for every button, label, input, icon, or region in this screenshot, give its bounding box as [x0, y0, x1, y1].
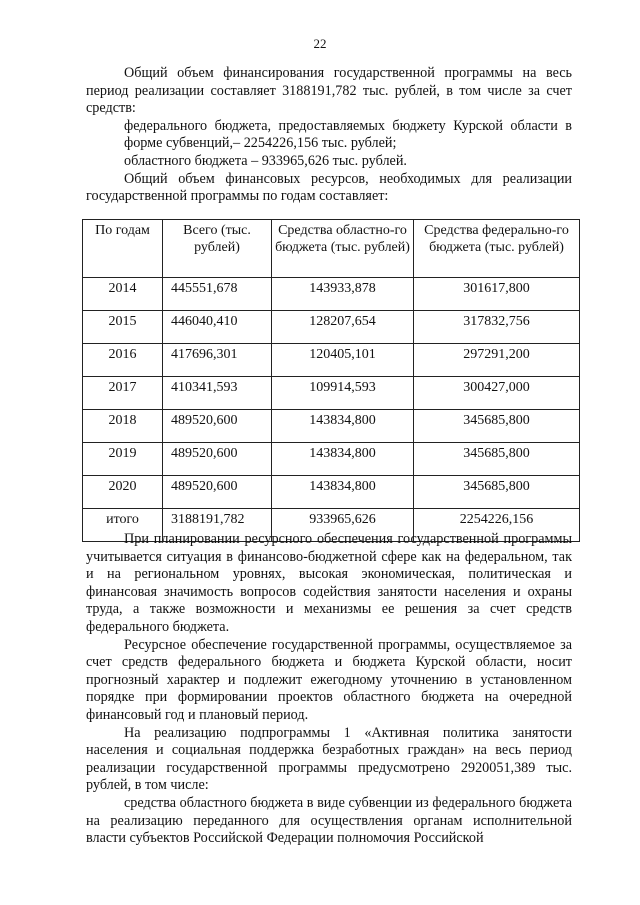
subvention-paragraph: средства областного бюджета в виде субвенции из федерального бюджета на реализацию переданного для осуществления органам исполнительной власти субъектов Российской Федерации полномочия Российской [86, 794, 572, 847]
financing-table [82, 219, 580, 542]
subprogram-paragraph: На реализацию подпрограммы 1 «Активная политика занятости населения и социальная поддержка безработных граждан» на весь период реализации государственной программы предусмотрено 2920051,389 тыс. рублей, в том числе: [86, 724, 572, 794]
cell-federal: 2254226,156 [414, 509, 580, 542]
table-row [83, 377, 580, 410]
cell-regional: 143834,800 [272, 443, 414, 476]
resource-provision-paragraph: Ресурсное обеспечение государственной программы, осуществляемое за счет средств федерального бюджета и бюджета Курской области, носит прогнозный характер и подлежит ежегодному уточнению в установленном порядке при формировании проектов областного бюджета на очередной финансовый год и плановый период. [86, 636, 572, 723]
cell-total: 489520,600 [163, 443, 272, 476]
cell-regional: 109914,593 [272, 377, 414, 410]
cell-federal: 345685,800 [414, 476, 580, 509]
federal-budget-paragraph: федерального бюджета, предоставляемых бюджету Курской области в форме субвенций,– 2254226,156 тыс. рублей; [124, 117, 572, 152]
cell-year: 2019 [83, 443, 163, 476]
cell-total: 489520,600 [163, 476, 272, 509]
planning-paragraph: При планировании ресурсного обеспечения государственной программы учитывается ситуация в финансово-бюджетной сфере как на федеральном, так и на региональном уровнях, высокая экономическая, политическая и финансовая значимость вопросов содействия занятости населения и охраны труда, а также возможности и механизмы ее решения за счет средств федерального бюджета. [86, 531, 572, 635]
header-total: Всего (тыс. рублей) [163, 220, 272, 278]
table-row [83, 311, 580, 344]
cell-total: 417696,301 [163, 344, 272, 377]
cell-federal: 345685,800 [414, 443, 580, 476]
resources-by-year-paragraph: Общий объем финансовых ресурсов, необходимых для реализации государственной программы по годам составляет: [86, 170, 572, 205]
intro-section [86, 65, 572, 206]
cell-year: 2016 [83, 344, 163, 377]
cell-year: 2017 [83, 377, 163, 410]
cell-year: 2015 [83, 311, 163, 344]
cell-federal: 300427,000 [414, 377, 580, 410]
cell-total: 445551,678 [163, 278, 272, 311]
regional-budget-paragraph: областного бюджета – 933965,626 тыс. рублей. [124, 152, 407, 169]
cell-year: итого [83, 509, 163, 542]
table-body [83, 278, 580, 542]
cell-year: 2018 [83, 410, 163, 443]
cell-total: 446040,410 [163, 311, 272, 344]
header-years: По годам [83, 220, 163, 278]
table-header-row [83, 220, 580, 278]
table-row [83, 278, 580, 311]
cell-year: 2020 [83, 476, 163, 509]
cell-total: 489520,600 [163, 410, 272, 443]
cell-federal: 297291,200 [414, 344, 580, 377]
header-regional: Средства областно-го бюджета (тыс. рублей) [272, 220, 414, 278]
table-row [83, 344, 580, 377]
table-row [83, 443, 580, 476]
cell-year: 2014 [83, 278, 163, 311]
body-section [86, 531, 572, 848]
table-row [83, 476, 580, 509]
table-row [83, 410, 580, 443]
page-number: 22 [313, 36, 327, 51]
cell-total: 3188191,782 [163, 509, 272, 542]
cell-regional: 933965,626 [272, 509, 414, 542]
cell-regional: 128207,654 [272, 311, 414, 344]
cell-regional: 143834,800 [272, 476, 414, 509]
cell-regional: 143933,878 [272, 278, 414, 311]
cell-federal: 317832,756 [414, 311, 580, 344]
funding-total-paragraph: Общий объем финансирования государственной программы на весь период реализации составляет 3188191,782 тыс. рублей, в том числе за счет средств: [86, 65, 572, 117]
cell-regional: 143834,800 [272, 410, 414, 443]
header-federal: Средства федерально-го бюджета (тыс. рублей) [414, 220, 580, 278]
cell-federal: 345685,800 [414, 410, 580, 443]
cell-regional: 120405,101 [272, 344, 414, 377]
cell-total: 410341,593 [163, 377, 272, 410]
cell-federal: 301617,800 [414, 278, 580, 311]
